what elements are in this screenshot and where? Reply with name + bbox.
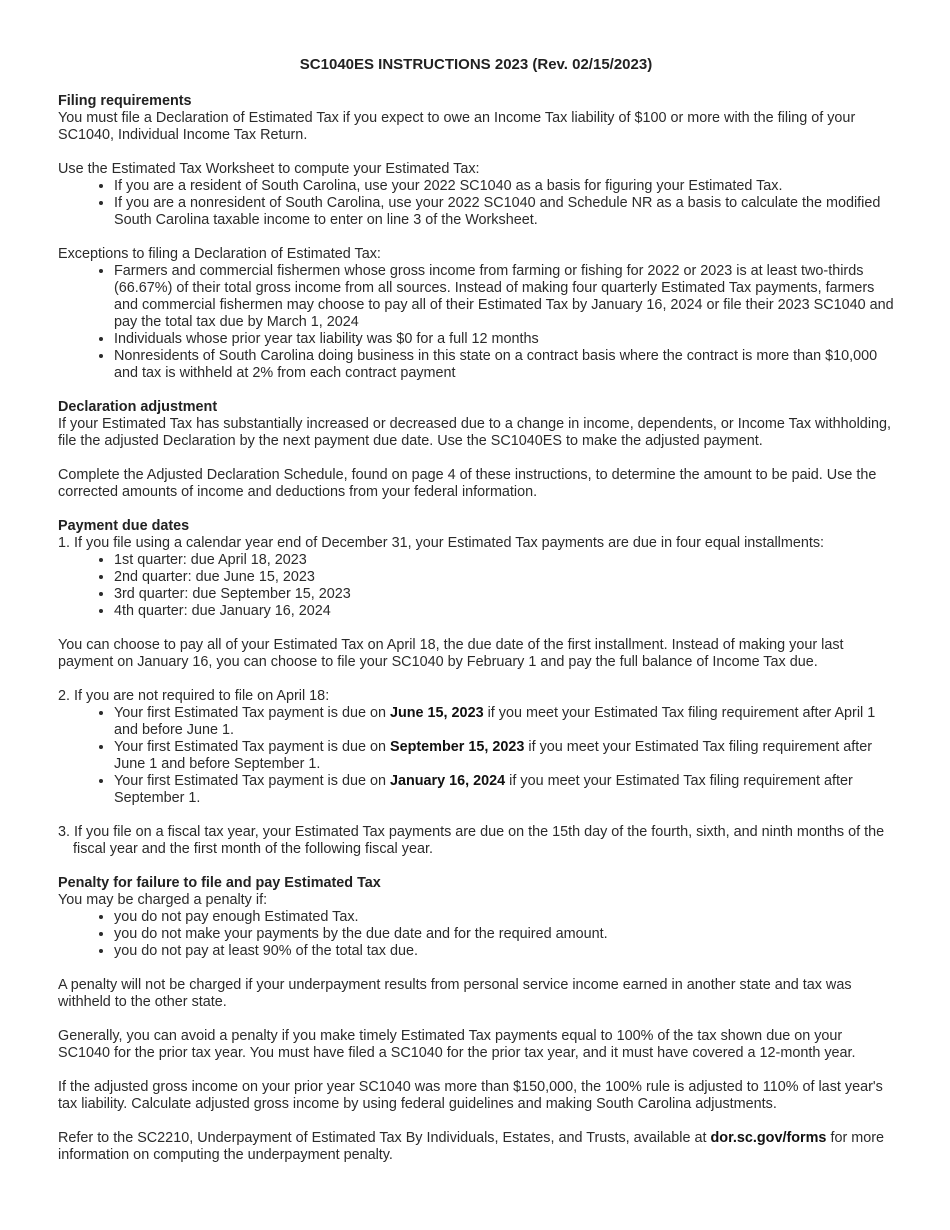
list-item [114,773,894,807]
filing-requirements-intro: You must file a Declaration of Estimated Tax if you expect to owe an Income Tax liability of $100 or more with the filing of your SC1040, Individual Income Tax Return. [58,110,856,143]
refer-paragraph [58,1130,894,1164]
first-payment-suffix: if you meet your Estimated Tax filing requirement after September 1. [114,773,853,806]
penalty-text-3: If the adjusted gross income on your prior year SC1040 was more than $150,000, the 100% rule is adjusted to 110% of last year's tax liability. Calculate adjusted gross income by using federal guidelines and making South Carolina adjustments. [58,1079,883,1112]
penalty-section [58,875,894,960]
first-payment-prefix: Your first Estimated Tax payment is due on [114,773,390,789]
declaration-adjustment-text: If your Estimated Tax has substantially increased or decreased due to a change in income, dependents, or Income Tax withholding, file the adjusted Declaration by the next payment due date. Use the SC1040ES to make the adjusted payment. [58,416,892,449]
declaration-adjustment-heading: Declaration adjustment [58,399,218,415]
penalty-paragraph-1 [58,977,894,1011]
penalty-paragraph-3 [58,1079,894,1113]
filing-requirements-heading: Filing requirements [58,93,192,109]
list-item: • Individuals whose prior year tax liability was $0 for a full 12 months [114,331,894,348]
document-page [58,56,894,1181]
refer-prefix: Refer to the SC2210, [58,1130,198,1146]
worksheet-list [58,178,894,229]
first-payment-suffix: if you meet your Estimated Tax filing requirement after June 1 and before September 1. [114,739,873,772]
list-item: • you do not pay at least 90% of the total tax due. [114,943,894,960]
first-payment-date: June 15, 2023 [389,705,484,721]
forms-link[interactable]: dor.sc.gov/forms [710,1130,827,1146]
list-item [114,705,894,739]
refer-suffix: for more information on computing the underpayment penalty. [58,1130,885,1163]
pay-all-note [58,637,894,671]
refer-text [58,1130,894,1164]
list-item: • you do not pay enough Estimated Tax. [114,909,894,926]
list-item [114,739,894,773]
first-payment-suffix: if you meet your Estimated Tax filing requirement after April 1 and before June 1. [114,705,876,738]
exceptions-section [58,246,894,382]
first-payment-prefix: Your first Estimated Tax payment is due on [114,705,390,721]
exceptions-intro: Exceptions to filing a Declaration of Estimated Tax: [58,246,381,262]
penalty-intro: You may be charged a penalty if: [58,892,268,908]
quarters-list [58,552,894,620]
penalty-heading: Penalty for failure to file and pay Estimated Tax [58,875,381,891]
list-item: • you do not make your payments by the due date and for the required amount. [114,926,894,943]
first-payment-date: January 16, 2024 [389,773,506,789]
list-item: • 1st quarter: due April 18, 2023 [114,552,894,569]
refer-form-title: Underpayment of Estimated Tax By Individuals, Estates, and Trusts [197,1130,626,1146]
declaration-adjustment-section [58,399,894,450]
adjusted-schedule-note [58,467,894,501]
first-payment-date: September 15, 2023 [389,739,525,755]
refer-mid: , available at [625,1130,711,1146]
page-title: SC1040ES INSTRUCTIONS 2023 (Rev. 02/15/2023) [299,56,653,73]
list-item: • Nonresidents of South Carolina doing business in this state on a contract basis where the contract is more than $10,000 and tax is withheld at 2% from each contract payment [114,348,894,382]
due-dates-item-1: 1. If you file using a calendar year end of December 31, your Estimated Tax payments are due in four equal installments: [58,535,825,551]
payment-due-dates-section [58,518,894,620]
filing-requirements-section [58,93,894,144]
pay-all-text: You can choose to pay all of your Estimated Tax on April 18, the due date of the first installment. Instead of making your last payment on January 16, you can choose to file your SC1040 by February 1 and pay the full balance of Income Tax due. [58,637,844,670]
due-dates-item-3: 3. If you file on a fiscal tax year, your Estimated Tax payments are due on the 15th day of the fourth, sixth, and ninth months of the fiscal year and the first month of the following fiscal year. [58,824,885,857]
penalty-text-1: A penalty will not be charged if your underpayment results from personal service income earned in another state and tax was withheld to the other state. [58,977,852,1010]
worksheet-intro: Use the Estimated Tax Worksheet to compute your Estimated Tax: [58,161,480,177]
penalty-text-2: Generally, you can avoid a penalty if you make timely Estimated Tax payments equal to 100% of the tax shown due on your SC1040 for the prior tax year. You must have filed a SC1040 for the prior tax year, and it must have covered a 12-month year. [58,1028,856,1061]
due-dates-item-2-section [58,688,894,807]
payment-due-dates-heading: Payment due dates [58,518,190,534]
list-item: • 2nd quarter: due June 15, 2023 [114,569,894,586]
list-item: • If you are a resident of South Carolina, use your 2022 SC1040 as a basis for figuring your Estimated Tax. [114,178,894,195]
due-dates-item-2: 2. If you are not required to file on April 18: [58,688,330,704]
list-item: • 3rd quarter: due September 15, 2023 [114,586,894,603]
list-item: • Farmers and commercial fishermen whose gross income from farming or fishing for 2022 or 2023 is at least two-thirds (66.67%) of their total gross income from all sources. Instead of making four quarterly Estimated Tax payments, farmers and commercial fishermen may choose to pay all of their Estimated Tax by January 16, 2024 or file their 2023 SC1040 and pay the total tax due by March 1, 2024 [114,263,894,331]
exceptions-list [58,263,894,382]
list-item: • If you are a nonresident of South Carolina, use your 2022 SC1040 and Schedule NR as a basis to calculate the modified South Carolina taxable income to enter on line 3 of the Worksheet. [114,195,894,229]
list-item: • 4th quarter: due January 16, 2024 [114,603,894,620]
penalty-paragraph-2 [58,1028,894,1062]
first-payment-prefix: Your first Estimated Tax payment is due on [114,739,390,755]
penalty-list [58,909,894,960]
adjusted-schedule-text: Complete the Adjusted Declaration Schedule, found on page 4 of these instructions, to determine the amount to be paid. Use the corrected amounts of income and deductions from your federal information. [58,467,877,500]
first-payment-list [58,705,894,807]
due-dates-item-3-section [58,824,894,858]
worksheet-section [58,161,894,229]
